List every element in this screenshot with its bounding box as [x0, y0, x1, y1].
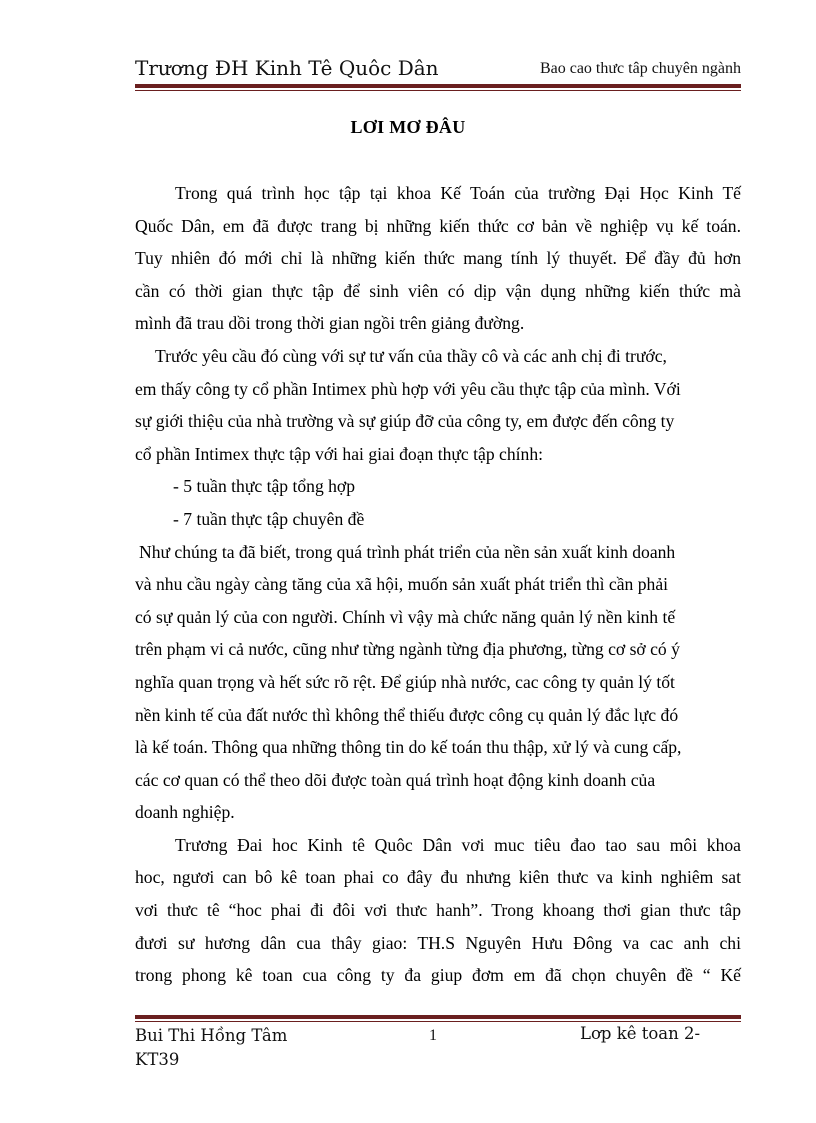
paragraph-line: Như chúng ta đã biết, trong quá trình phát triển của nền sản xuất kinh doanh [139, 541, 676, 562]
paragraph-line: cần có thời gian thực tập để sinh viên có dịp vận dụng những kiến thức mà [135, 280, 741, 301]
paragraph-line: và nhu cầu ngày càng tăng của xã hội, muốn sản xuất phát triển thì cần phải [135, 574, 669, 595]
paragraph-line: doanh nghiệp. [135, 802, 235, 823]
paragraph-line: mình đã trau dồi trong thời gian ngồi trên giảng đường. [135, 313, 525, 334]
paragraph-line: sự giới thiệu của nhà trường và sự giúp đỡ của công ty, em được đến công ty [135, 411, 675, 432]
paragraph-2 [135, 340, 741, 470]
header-university: Trương ĐH Kinh Tê Quôc Dân [135, 56, 439, 80]
paragraph-3 [135, 536, 741, 829]
paragraph-line: Trước yêu cầu đó cùng với sự tư vấn của thầy cô và các anh chị đi trước, [155, 345, 667, 366]
paragraph-line: em thấy công ty cổ phần Intimex phù hợp với yêu cầu thực tập của mình. Với [135, 378, 681, 399]
page-title: LƠI MƠ ĐÂU [350, 117, 466, 137]
paragraph-line: trên phạm vi cả nước, cũng như từng ngành từng địa phương, từng cơ sở có ý [135, 639, 680, 660]
paragraph-line: có sự quản lý của con người. Chính vì vậy mà chức năng quản lý nền kinh tế [135, 606, 676, 627]
header-divider [135, 84, 741, 91]
paragraph-line: vơi thưc tê “hoc phai đi đôi vơi thưc hanh”. Trong khoang thơi gian thưc tâp [135, 900, 741, 921]
page-footer [135, 1024, 741, 1094]
page-number: 1 [429, 1027, 437, 1044]
footer-divider [135, 1015, 741, 1022]
list-item: - 5 tuần thực tập tổng hợp [173, 476, 356, 497]
paragraph-line: nghĩa quan trọng và hết sức rõ rệt. Để giúp nhà nước, cac công ty quản lý tốt [135, 671, 675, 692]
header-report-type: Bao cao thưc tâp chuyên ngành [539, 60, 741, 77]
paragraph-line: trong phong kê toan cua công ty đa giup đơm em đã chọn chuyên đề “ Kế [135, 965, 741, 986]
footer-author [135, 1024, 305, 1072]
paragraph-line: hoc, ngươi can bô kê toan phai co đây đu nhưng kiên thưc va kinh nghiêm sat [135, 867, 741, 888]
page-header [135, 54, 741, 84]
document-body [135, 177, 741, 992]
paragraph-line: các cơ quan có thể theo dõi được toàn quá trình hoạt động kinh doanh của [135, 769, 656, 790]
footer-author-name: Bui Thi Hồng Tâm [135, 1026, 288, 1045]
paragraph-line: nền kinh tế của đất nước thì không thể thiếu được công cụ quản lý đắc lực đó [135, 704, 679, 725]
footer-class: Lơp kê toan 2- [580, 1024, 701, 1043]
paragraph-4 [135, 829, 741, 992]
footer-class-code: KT39 [135, 1050, 180, 1069]
paragraph-line: cổ phần Intimex thực tập với hai giai đoạn thực tập chính: [135, 443, 543, 464]
paragraph-line: đươi sư hương dân cua thây giao: TH.S Nguyên Hưu Đông va cac anh chi [135, 932, 741, 953]
paragraph-line: Trong quá trình học tập tại khoa Kế Toán của trường Đại Học Kinh Tế [175, 183, 741, 203]
paragraph-1 [135, 177, 741, 340]
paragraph-line: Quốc Dân, em đã được trang bị những kiến thức cơ bản về nghiệp vụ kế toán. [135, 215, 741, 236]
paragraph-line: là kế toán. Thông qua những thông tin do kế toán thu thập, xử lý và cung cấp, [135, 737, 682, 758]
list-item: - 7 tuần thực tập chuyên đề [173, 508, 365, 529]
paragraph-line: Tuy nhiên đó mới chỉ là những kiến thức mang tính lý thuyết. Để đầy đủ hơn [135, 248, 741, 269]
paragraph-line: Trương Đai hoc Kinh tê Quôc Dân vơi muc tiêu đao tao sau môi khoa [175, 834, 741, 855]
